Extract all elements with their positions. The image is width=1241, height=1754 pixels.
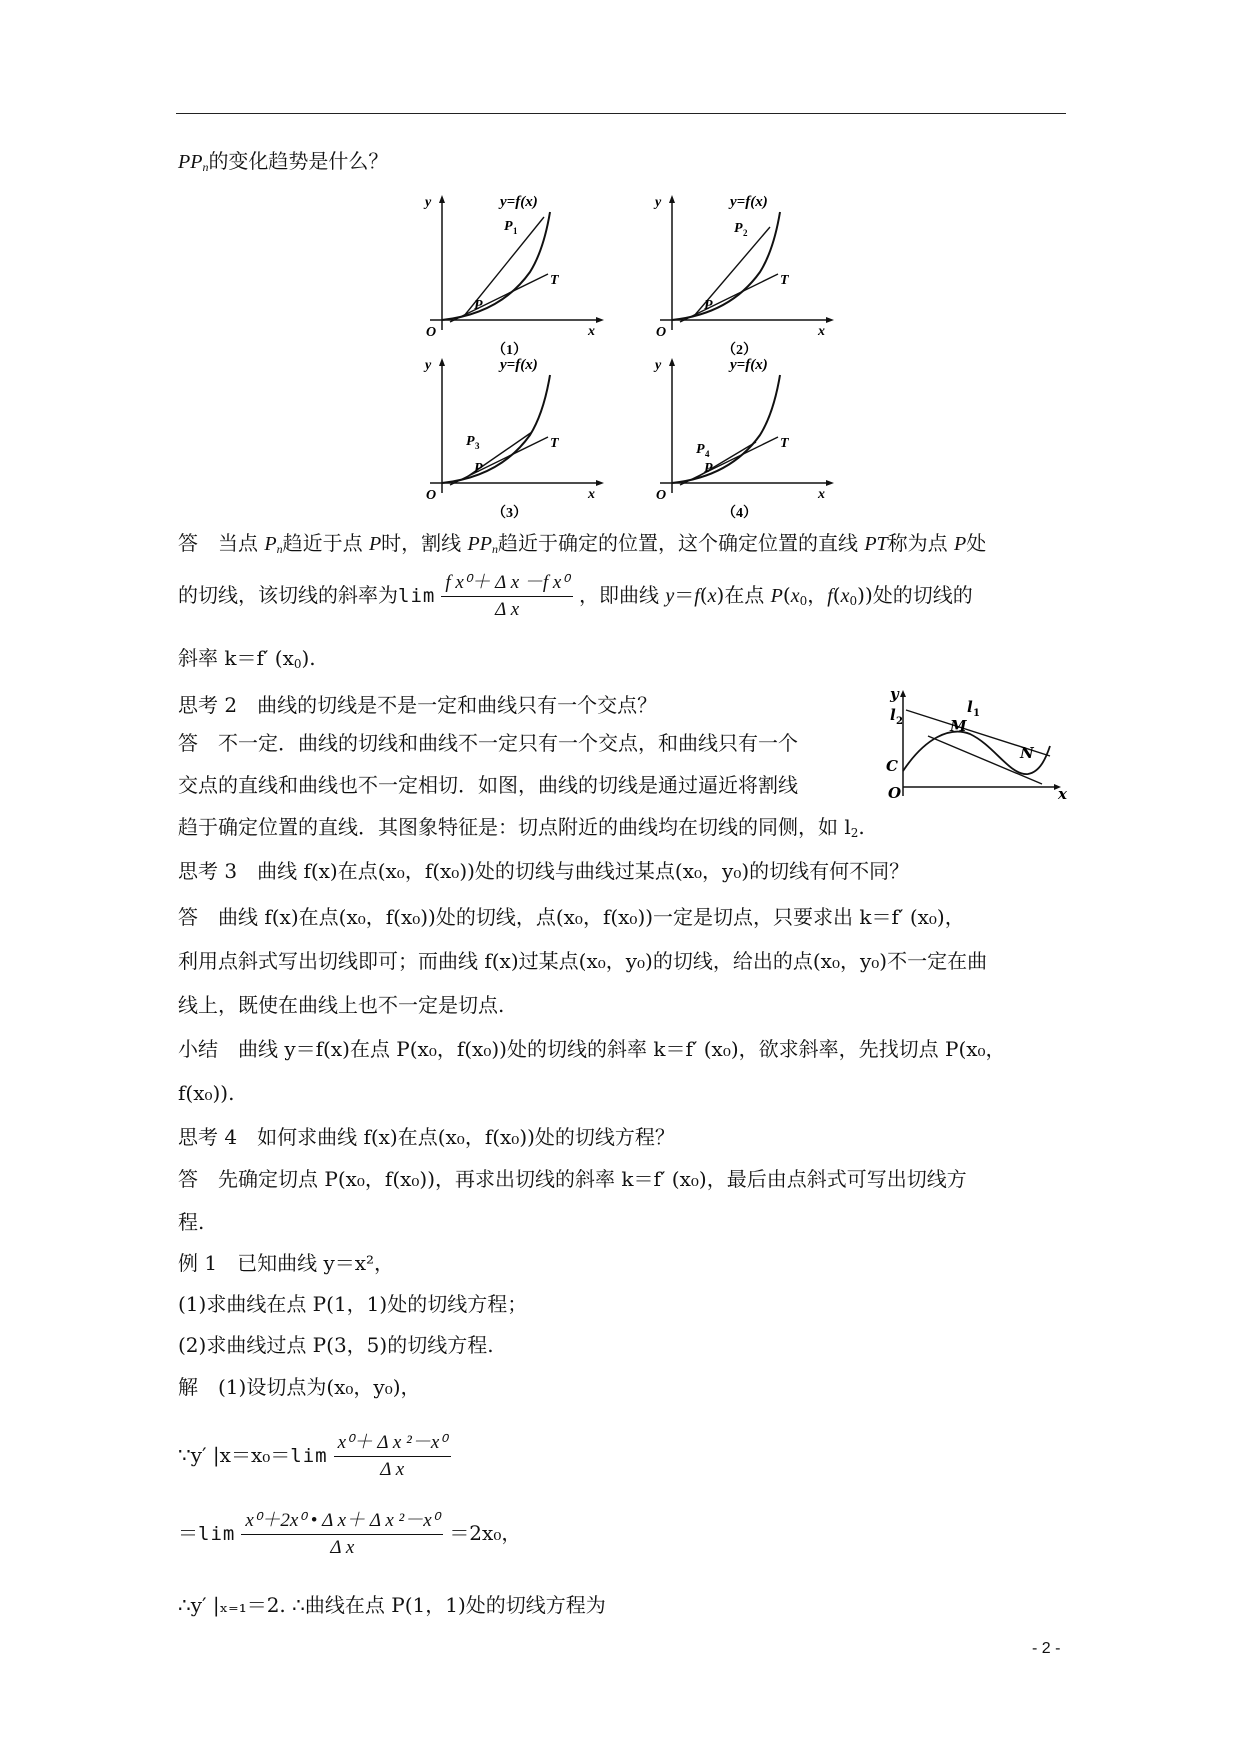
x-axis-label: x bbox=[588, 324, 595, 339]
tangent-label-t: T bbox=[550, 273, 559, 288]
answer1-line1: 答 当点 $P_n$趋近于点 P时，割线 $PP_n$趋近于确定的位置，这个确定位置的直线 PT称为点 P处 bbox=[178, 531, 987, 556]
think4-line1: 答 先确定切点 P(x₀，f(x₀))，再求出切线的斜率 k＝f′ (x₀)，最后由点斜式可写出切线方 bbox=[178, 1167, 967, 1191]
origin-label: O bbox=[888, 784, 902, 801]
tangent-label-t: T bbox=[550, 436, 559, 451]
think3-line1: 答 曲线 f(x)在点(x₀，f(x₀))处的切线，点(x₀，f(x₀))一定是切点，只要求出 k＝f′ (x₀)， bbox=[178, 905, 965, 929]
figure-caption: （1） bbox=[492, 343, 527, 357]
tangent-figure bbox=[880, 686, 1070, 801]
pp-symbol: PP bbox=[178, 151, 203, 173]
example1-q1: (1)求曲线在点 P(1，1)处的切线方程； bbox=[178, 1292, 528, 1316]
y-arrow bbox=[669, 195, 675, 203]
svg-text:2: 2 bbox=[896, 716, 903, 727]
svg-text:1: 1 bbox=[973, 708, 980, 719]
x-arrow bbox=[826, 317, 834, 323]
point-p: P bbox=[474, 461, 483, 476]
think3-line3: 线上，既使在曲线上也不一定是切点. bbox=[178, 993, 505, 1017]
point-p: P bbox=[474, 298, 483, 313]
tangent-label-t: T bbox=[780, 436, 789, 451]
point-pn-subscript: 2 bbox=[743, 228, 748, 238]
curve bbox=[672, 375, 780, 483]
point-p: P bbox=[704, 298, 713, 313]
point-pn-subscript: 1 bbox=[513, 226, 518, 236]
point-pn-subscript: 4 bbox=[705, 449, 710, 459]
think2-title: 思考 2 曲线的切线是不是一定和曲线只有一个交点？ bbox=[178, 693, 658, 717]
y-axis-label: y bbox=[425, 195, 432, 210]
answer1-line2: 的切线，该切线的斜率为lim $\frac{\text{f x⁰＋ Δ x －f x⁰}}{\text{Δ x}}$ ，即曲线 y＝f(x)在点 $P(x_0$，$f(x_0)$)处的切线的 bbox=[178, 570, 973, 623]
x-axis-label: x bbox=[818, 487, 825, 502]
think2-line3: 趋于确定位置的直线．其图象特征是：切点附近的曲线均在切线的同侧，如 $l_2$. bbox=[178, 815, 865, 840]
point-pn: P bbox=[734, 221, 743, 236]
solution-step2: ＝lim $\frac{\text{x⁰＋2x⁰ • Δ x＋ Δ x ²－x⁰}}{\text{Δ x}}$ ＝2x₀， bbox=[178, 1510, 522, 1558]
answer1-line3: 斜率 k＝f′ $(x_0)$. bbox=[178, 646, 316, 671]
summary-line2: f(x₀)). bbox=[178, 1081, 235, 1105]
solution-step1: ∵y′ |x＝x₀＝lim $\frac{\text{x⁰＋ Δ x ²－x⁰}}{\text{Δ x}}$ bbox=[178, 1430, 457, 1483]
intro-line bbox=[178, 148, 388, 180]
point-pn: P bbox=[696, 442, 705, 457]
tangent-label-t: T bbox=[780, 273, 789, 288]
function-label: y=f(x) bbox=[730, 357, 768, 373]
header-rule bbox=[176, 113, 1066, 114]
y-arrow bbox=[439, 358, 445, 366]
y-axis-label: y bbox=[655, 195, 662, 210]
think3-title: 思考 3 曲线 f(x)在点(x₀，f(x₀))处的切线与曲线过某点(x₀，y₀)的切线有何不同？ bbox=[178, 859, 910, 883]
y-axis-label: y bbox=[425, 358, 432, 373]
page-number: - 2 - bbox=[1032, 1640, 1061, 1657]
y-axis-label: y bbox=[890, 686, 899, 703]
solution-step3: ∴y′ |ₓ₌₁＝2. ∴曲线在点 P(1，1)处的切线方程为 bbox=[178, 1593, 606, 1617]
svg-text:l: l bbox=[967, 698, 973, 716]
figure-caption: （4） bbox=[722, 506, 757, 520]
origin-label: O bbox=[656, 488, 667, 503]
figure-caption: （2） bbox=[722, 343, 757, 357]
origin-label: O bbox=[426, 488, 437, 503]
function-label: y=f(x) bbox=[730, 194, 768, 210]
point-p: P bbox=[704, 461, 713, 476]
curve-c: C bbox=[886, 757, 898, 775]
svg-text:l: l bbox=[890, 706, 896, 724]
curve bbox=[442, 375, 550, 483]
point-m: M bbox=[950, 717, 967, 735]
slope-fraction: $\frac{\text{f x⁰＋ Δ x －f x⁰}}{\text{Δ x}}$ bbox=[441, 570, 573, 623]
summary-line1: 小结 曲线 y＝f(x)在点 P(x₀，f(x₀))处的切线的斜率 k＝f′ (x₀)，欲求斜率，先找切点 P(x₀， bbox=[178, 1037, 1006, 1061]
example1-q2: (2)求曲线过点 P(3，5)的切线方程. bbox=[178, 1333, 494, 1357]
think4-title: 思考 4 如何求曲线 f(x)在点(x₀，f(x₀))处的切线方程？ bbox=[178, 1125, 675, 1149]
figure-3 bbox=[420, 355, 610, 520]
y-axis-label: y bbox=[655, 358, 662, 373]
x-axis-label: x bbox=[1058, 785, 1067, 801]
point-pn-subscript: 3 bbox=[475, 441, 480, 451]
curve bbox=[672, 212, 780, 320]
y-arrow bbox=[439, 195, 445, 203]
figure-caption: （3） bbox=[492, 506, 527, 520]
n-subscript: n bbox=[202, 160, 209, 174]
lim-symbol: lim bbox=[398, 585, 436, 607]
y-arrow bbox=[669, 358, 675, 366]
x-arrow bbox=[826, 480, 834, 486]
figure-4 bbox=[650, 355, 840, 520]
function-label: y=f(x) bbox=[500, 357, 538, 373]
think2-line2: 交点的直线和曲线也不一定相切．如图，曲线的切线是通过逼近将割线 bbox=[178, 773, 798, 797]
point-n: N bbox=[1020, 744, 1034, 762]
function-label: y=f(x) bbox=[500, 194, 538, 210]
curve bbox=[442, 212, 550, 320]
x-axis-label: x bbox=[588, 487, 595, 502]
point-pn: P bbox=[466, 434, 475, 449]
point-pn: P bbox=[504, 219, 513, 234]
origin-label: O bbox=[426, 325, 437, 340]
x-axis-label: x bbox=[818, 324, 825, 339]
example1-title: 例 1 已知曲线 y＝x²， bbox=[178, 1251, 395, 1275]
think3-line2: 利用点斜式写出切线即可；而曲线 f(x)过某点(x₀，y₀)的切线，给出的点(x₀，y₀)不一定在曲 bbox=[178, 949, 988, 973]
figure-1 bbox=[420, 192, 610, 357]
think4-line2: 程. bbox=[178, 1210, 205, 1234]
x-arrow bbox=[596, 480, 604, 486]
x-arrow bbox=[596, 317, 604, 323]
figure-2 bbox=[650, 192, 840, 357]
intro-text: 的变化趋势是什么？ bbox=[208, 149, 389, 173]
origin-label: O bbox=[656, 325, 667, 340]
think2-line1: 答 不一定．曲线的切线和曲线不一定只有一个交点，和曲线只有一个 bbox=[178, 731, 798, 755]
example1-solution: 解 (1)设切点为(x₀，y₀)， bbox=[178, 1375, 421, 1399]
